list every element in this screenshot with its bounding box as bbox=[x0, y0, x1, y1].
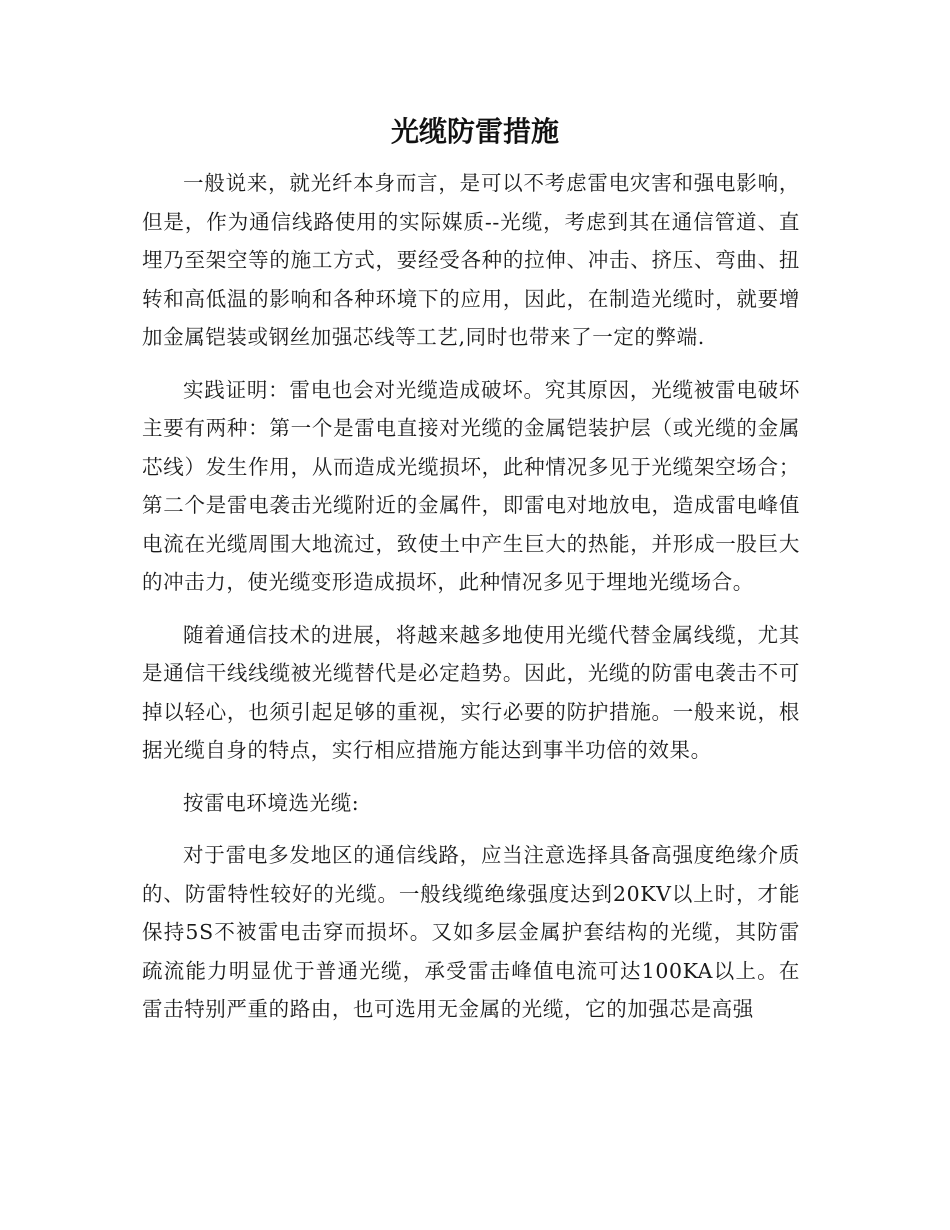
paragraph-intro: 一般说来，就光纤本身而言，是可以不考虑雷电灾害和强电影响，但是，作为通信线路使用的实际媒质--光缆，考虑到其在通信管道、直埋乃至架空等的施工方式，要经受各种的拉伸、冲击、挤压、弯曲、扭转和高低温的影响和各种环境下的应用，因此，在制造光缆时，就要增加金属铠装或钢丝加强芯线等工艺,同时也带来了一定的弊端. bbox=[142, 171, 800, 349]
paragraph-trend: 随着通信技术的进展，将越来越多地使用光缆代替金属线缆，尤其是通信干线线缆被光缆替代是必定趋势。因此，光缆的防雷电袭击不可掉以轻心，也须引起足够的重视，实行必要的防护措施。一般来说，根据光缆自身的特点，实行相应措施方能达到事半功倍的效果。 bbox=[142, 622, 800, 762]
paragraph-heading-selection: 按雷电环境选光缆: bbox=[183, 790, 360, 815]
paragraph-selection-detail: 对于雷电多发地区的通信线路，应当注意选择具备高强度绝缘介质的、防雷特性较好的光缆。一般线缆绝缘强度达到20KV以上时，才能保持5S不被雷电击穿而损坏。又如多层金属护套结构的光缆，其防雷疏流能力明显优于普通光缆，承受雷击峰值电流可达100KA以上。在雷击特别严重的路由，也可选用无金属的光缆，它的加强芯是高强 bbox=[142, 843, 800, 1021]
document-title: 光缆防雷措施 bbox=[390, 115, 559, 148]
paragraph-evidence: 实践证明：雷电也会对光缆造成破坏。究其原因，光缆被雷电破坏主要有两种：第一个是雷电直接对光缆的金属铠装护层（或光缆的金属芯线）发生作用，从而造成光缆损坏，此种情况多见于光缆架空场合；第二个是雷电袭击光缆附近的金属件，即雷电对地放电，造成雷电峰值电流在光缆周围大地流过，致使土中产生巨大的热能，并形成一股巨大的冲击力，使光缆变形造成损坏，此种情况多见于埋地光缆场合。 bbox=[142, 377, 800, 594]
document-body bbox=[142, 164, 800, 1043]
